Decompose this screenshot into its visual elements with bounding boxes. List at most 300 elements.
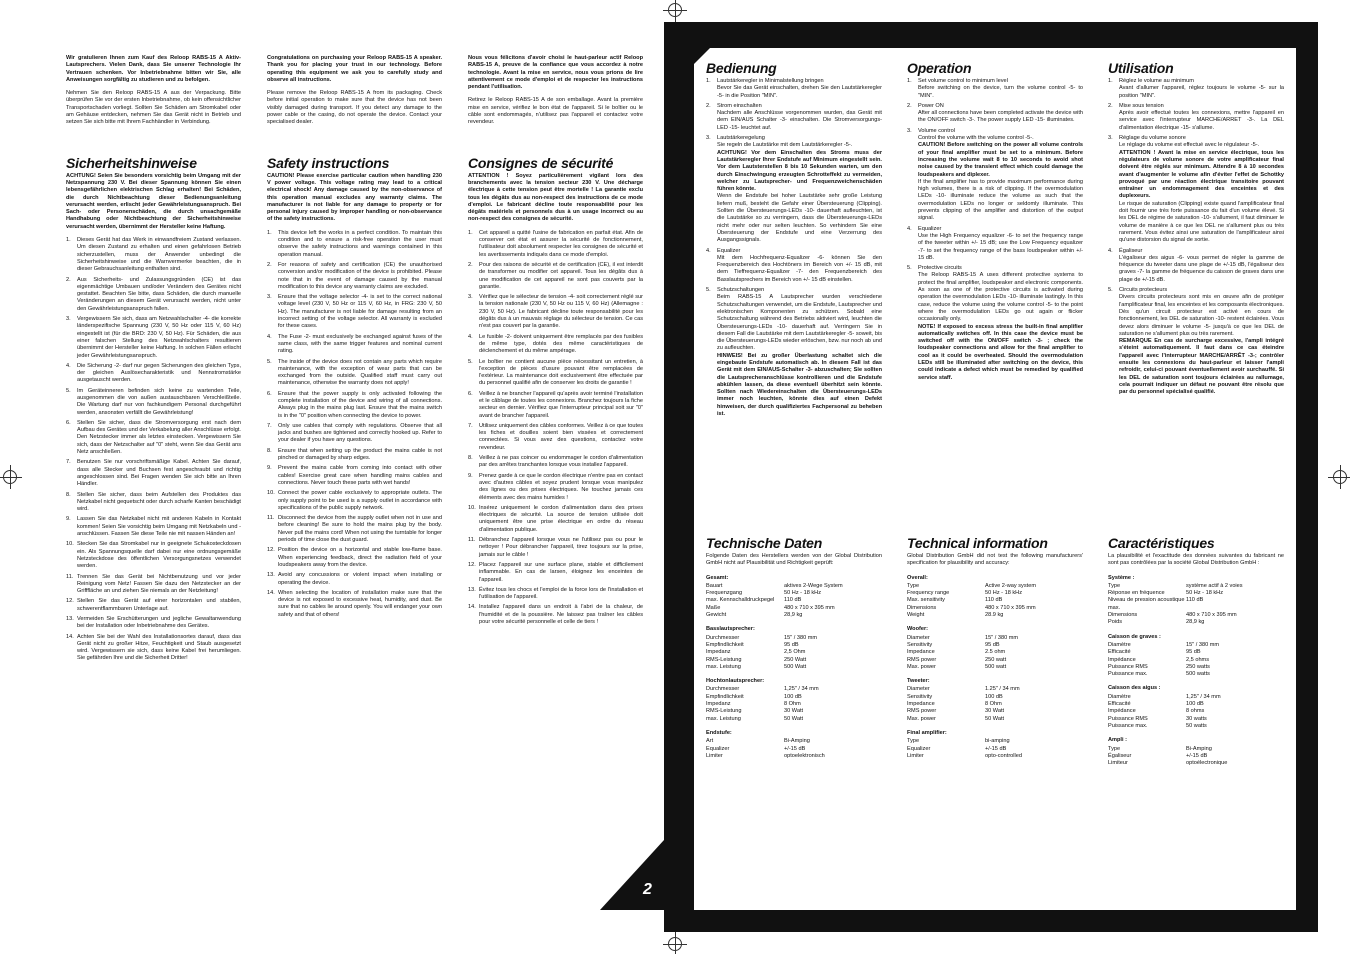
spec-label: Dimensions bbox=[1108, 612, 1138, 619]
safety-list bbox=[267, 230, 442, 619]
list-item bbox=[66, 316, 241, 360]
tech-lead: Global Distribution GmbH did not test the following manufacturers' specification for plausibility and accuracy: bbox=[907, 553, 1083, 567]
safety-warning: CAUTION! Please exercise particular caution when handling 230 V power voltage. This voltage rating may lead to a critical electrical shock! Any damage caused by the non-observance of this operation manual excludes any warranty claims. The manufacturer is not liable for any damage to property or for personal injury caused by improper handling or non-observance of the safety instructions. bbox=[267, 172, 442, 223]
item-text-more: Wenn die Endstufe bei hoher Lautstärke sehr große Leistung liefern muß, besteht die Gefahr einer Übersteuerung (Clipping). Sollten die Übersteuerungs-LEDs -10- dauerhaft aufleuchten, ist die Lautstärke so zu verringern, dass die Übersteuerungs-LEDs nicht mehr oder nur selten leuchten. So verhindern Sie eine Übersteuerung der Endstufe und eine Verzerrung des Ausgangssignals. bbox=[717, 193, 882, 244]
list-item bbox=[907, 103, 1083, 125]
item-heading: Réglez le volume au minimum bbox=[1119, 78, 1194, 84]
list-item bbox=[468, 455, 643, 470]
spec-label: RMS-Leistung bbox=[706, 656, 742, 663]
item-text: Cet appareil a quitté l'usine de fabrication en parfait état. Afin de conserver cet état et assurer la sécurité de fonctionnement, l'utilisateur doit absolument respecter les consignes de sécurité et les avertissements indiqués dans ce mode d'emploi. bbox=[479, 229, 643, 258]
spec-label: Impédance bbox=[1108, 708, 1136, 715]
spec-row bbox=[706, 649, 882, 656]
item-heading: Equalizer bbox=[918, 225, 942, 232]
list-item bbox=[468, 359, 643, 388]
item-text: Stellen Sie sicher, dass beim Aufstellen des Produktes das Netzkabel nicht gequetscht oder durch scharfe Kanten beschädigt wird. bbox=[77, 491, 241, 513]
item-text: The inside of the device does not contain any parts which require maintenance, with the exception of wear parts that can be exchanged from the outside. Qualified staff must carry out maintenance, otherwise the warranty does not apply! bbox=[278, 358, 442, 387]
item-text: Die Sicherung -2- darf nur gegen Sicherungen des gleichen Typs, der gleichen Auslösecharakteristik und Nennstromstärke ausgetauscht werden. bbox=[77, 362, 241, 384]
section-title: Sicherheitshinweise bbox=[66, 154, 197, 171]
list-item bbox=[907, 78, 1083, 100]
item-number: 2. bbox=[468, 261, 473, 268]
spec-label: Impedance bbox=[907, 701, 935, 708]
spec-row bbox=[1108, 664, 1284, 671]
intro-text: Nehmen Sie den Reloop RABS-15 A aus der Verpackung. Bitte überprüfen Sie vor der ersten Inbetriebnahme, ob kein offensichtlicher Transportschaden vorliegt. Sollten Sie Schäden am Stromkabel oder am Gehäuse entdecken, nehmen Sie das Gerät nicht in Betrieb und setzen Sie sich bitte mit Ihrem Fachhändler in Verbindung. bbox=[66, 90, 241, 126]
spec-label: Puissance max. bbox=[1108, 671, 1148, 678]
list-item bbox=[66, 237, 241, 273]
spec-label: Max. power bbox=[907, 663, 936, 670]
list-item bbox=[66, 363, 241, 385]
list-item bbox=[267, 294, 442, 330]
spec-label: Type bbox=[1108, 745, 1121, 752]
spec-row bbox=[907, 686, 1083, 693]
spec-value: Active 2-way system bbox=[985, 582, 1036, 589]
list-item bbox=[267, 423, 442, 445]
spec-group bbox=[706, 575, 882, 620]
spec-group-title: Caisson de graves : bbox=[1108, 633, 1161, 640]
item-number: 14. bbox=[468, 604, 476, 611]
spec-value: 100 dB bbox=[1186, 701, 1204, 708]
spec-group-title: Caisson des aigus : bbox=[1108, 685, 1161, 692]
item-heading: Protective circuits bbox=[918, 265, 962, 272]
spec-value: 110 dB bbox=[1186, 597, 1204, 604]
list-item bbox=[706, 103, 882, 132]
spec-label: Réponse en fréquence bbox=[1108, 590, 1165, 597]
item-number: 10. bbox=[468, 504, 476, 511]
spec-value: 50 Hz - 18 kHz bbox=[784, 590, 821, 597]
item-text: Connect the power cable exclusively to appropriate outlets. The only supply point to be used is a supply outlet in accordance with specifications of the public supply network. bbox=[278, 490, 442, 511]
spec-value: 500 Watt bbox=[784, 663, 807, 670]
spec-label: RMS power bbox=[907, 708, 937, 715]
spec-row bbox=[907, 716, 1083, 723]
spec-value: 1,25" / 34 mm bbox=[784, 686, 819, 693]
spec-group-title: Final amplifier: bbox=[907, 729, 947, 736]
item-number: 1. bbox=[907, 78, 912, 84]
list-item bbox=[468, 334, 643, 356]
item-text: Stecken Sie das Stromkabel nur in geeignete Schukosteckdosen ein. Als Spannungsquelle darf dabei nur eine ordnungsgemäße Netzsteckdose des öffentlichen Versorgungsnetzes verwendet werden. bbox=[77, 541, 241, 570]
spec-value: 480 x 710 x 395 mm bbox=[1186, 612, 1237, 619]
spec-row bbox=[1108, 583, 1284, 590]
item-number: 1. bbox=[468, 229, 473, 236]
item-number: 5. bbox=[706, 287, 711, 294]
item-number: 13. bbox=[66, 616, 74, 622]
list-item bbox=[267, 465, 442, 487]
item-number: 3. bbox=[468, 294, 473, 301]
spec-row bbox=[706, 686, 882, 693]
item-heading: Strom einschalten bbox=[717, 102, 762, 109]
spec-group-title: Tweeter: bbox=[907, 678, 930, 685]
spec-label: Limiter bbox=[907, 752, 924, 759]
item-warning: REMARQUE En cas de surcharge excessive, l'ampli intégré s'éteint automatiquement. Il faut dans ce cas éteindre l'appareil avec l'interrupteur MARCHE/ARRÊT -3-; contrôler ensuite les connexions du haut-parleur et laisser l'ampli refroidir, celui-ci pouvant éventuellement avoir surchauffé. Si les DEL de saturation sont toujours éclairées au rallumage, cela pourrait indiquer un défaut ne pouvant être résolu que par du personnel spécialisé qualifié. bbox=[1119, 338, 1284, 396]
spec-row bbox=[706, 753, 882, 760]
item-number: 4. bbox=[267, 333, 272, 340]
operation-list bbox=[706, 78, 882, 418]
list-item bbox=[1108, 103, 1284, 132]
spec-value: +/-15 dB bbox=[1186, 752, 1208, 759]
spec-value: 15" / 380 mm bbox=[1186, 641, 1220, 648]
spec-row bbox=[1108, 746, 1284, 753]
spec-row bbox=[1108, 597, 1284, 612]
spec-label: Weight bbox=[907, 612, 925, 619]
item-text: L'égaliseur des aigus -6- vous permet de régler la gamme de fréquence du tweeter dans une plage de +/-15 dB, l'égaliseur des graves -7- la gamme de fréquence du caisson de graves dans une plage de +/-15 dB. bbox=[1119, 254, 1284, 283]
registration-mark-top bbox=[668, 3, 682, 17]
item-text: Stellen Sie sicher, dass die Stromversorgung erst nach dem Aufbau des Gerätes und der Verkabelung aller Anschlüsse erfolgt. Den Netzstecker immer als letztes einstecken. Vergewissern Sie sich, dass der Netzschalter auf "0" steht, wenn Sie das Gerät ans Netz anschließen. bbox=[77, 419, 241, 456]
spec-value: 50 Watt bbox=[985, 715, 1005, 722]
item-heading: Égaliseur bbox=[1119, 247, 1143, 254]
item-number: 4. bbox=[706, 247, 711, 254]
column-fr-safety bbox=[468, 55, 643, 835]
spec-label: Dimensions bbox=[907, 604, 937, 611]
left-page-corner-triangle bbox=[600, 840, 664, 910]
spec-row bbox=[1108, 590, 1284, 597]
spec-label: Niveau de pression acoustique max. bbox=[1108, 597, 1185, 611]
item-text: After all connections have been completed activate the device with the ON/OFF switch -3-. The power supply LED -15- illuminates. bbox=[918, 110, 1083, 124]
spec-value: 30 watts bbox=[1186, 715, 1207, 722]
item-text: Im Geräteinneren befinden sich keine zu wartenden Teile, ausgenommen die von außen austauschbaren Verschleißteile. Die Wartung darf nur von fachkundigem Personal durchgeführt werden, ansonsten verfällt die Gewährleistung! bbox=[77, 387, 241, 416]
spec-value: 250 watts bbox=[1186, 663, 1210, 670]
item-number: 5. bbox=[1108, 287, 1113, 294]
spec-row bbox=[907, 664, 1083, 671]
spec-group-title: Endstufe: bbox=[706, 729, 732, 736]
spec-value: 30 Watt bbox=[985, 708, 1005, 715]
item-number: 4. bbox=[468, 333, 473, 340]
item-text: Position the device on a horizontal and stable low-flame base. When experiencing feedback, direct the radiation field of your loudspeakers away from the device. bbox=[278, 547, 442, 568]
list-item bbox=[468, 262, 643, 291]
item-text: Veillez à ne pas coincer ou endommager le cordon d'alimentation par des arrêtes tranchantes lorsque vous installez l'appareil. bbox=[479, 455, 643, 469]
item-text: Control the volume with the volume control -5-. bbox=[918, 135, 1034, 142]
spec-label: max. Kennschalldruckpegel bbox=[706, 597, 775, 604]
spec-group-title: Basslautsprecher: bbox=[706, 626, 755, 633]
spec-row bbox=[907, 583, 1083, 590]
page-number-left: 2 bbox=[643, 881, 652, 898]
item-text: For reasons of safety and certification (CE) the unauthorised conversion and/or modification of the device is prohibited. Please note that in the event of damage caused by the manual modification to this device any warranty claims are excluded. bbox=[278, 261, 442, 290]
item-text: Aus Sicherheits- und Zulassungsgründen (CE) ist das eigenmächtige Umbauen und/oder Verändern des Gerätes nicht gestattet. Beachten Sie bitte, dass Schäden, die durch manuelle Veränderungen an diesem Gerät verursacht werden, nicht unter den Gewährleistungsanspruch fallen. bbox=[77, 276, 241, 312]
spec-row bbox=[1108, 753, 1284, 760]
spec-group bbox=[1108, 737, 1284, 767]
list-item bbox=[907, 265, 1083, 382]
list-item bbox=[1108, 248, 1284, 284]
item-text: Placez l'appareil sur une surface plane, stable et difficilement inflammable. En cas de larsen, éloignez les enceintes de l'appareil. bbox=[479, 561, 643, 583]
tech-lead: Folgende Daten des Herstellers werden von der Global Distribution GmbH nicht auf Plausibilität und Richtigkeit geprüft: bbox=[706, 553, 882, 567]
spec-group-title: Ampli : bbox=[1108, 737, 1127, 744]
list-item bbox=[66, 634, 241, 663]
spec-label: Diameter bbox=[907, 686, 930, 693]
item-number: 9. bbox=[66, 516, 71, 523]
spec-row bbox=[1108, 723, 1284, 730]
item-number: 12. bbox=[267, 547, 275, 554]
spec-label: Puissance max. bbox=[1108, 722, 1148, 729]
spec-label: Durchmesser bbox=[706, 686, 740, 693]
spec-value: 50 Watt bbox=[784, 715, 804, 722]
list-item bbox=[468, 604, 643, 626]
column-en-safety bbox=[267, 55, 442, 835]
item-text: When selecting the location of installation make sure that the device is not exposed to excessive heat, humidity, and dust. Be sure that no cables lie around openly. You will endanger your own safety and that of others! bbox=[278, 589, 442, 618]
spec-row bbox=[907, 635, 1083, 642]
spec-value: 500 watts bbox=[1186, 671, 1210, 678]
spec-label: RMS power bbox=[907, 656, 937, 663]
section-title: Consignes de sécurité bbox=[468, 154, 614, 171]
list-item bbox=[66, 277, 241, 313]
item-heading: Lautstärkeregler in Minimalstellung bringen bbox=[717, 78, 824, 84]
item-text: Vermeiden Sie Erschütterungen und jegliche Gewaltanwendung bei der Installation oder Inbetriebnahme des Gerätes. bbox=[77, 616, 241, 630]
item-text: Nachdem alle Anschlüsse vorgenommen wurden, das Gerät mit dem EIN/AUS Schalter -3- einschalten. Die Stromversorgungs-LED -15- leuchtet auf. bbox=[717, 110, 882, 131]
spec-label: Sensitivity bbox=[907, 693, 933, 700]
spec-row bbox=[706, 597, 882, 604]
item-heading: Equalizer bbox=[717, 247, 741, 254]
item-number: 2. bbox=[66, 276, 71, 283]
spec-group bbox=[1108, 575, 1284, 627]
spec-value: 15" / 380 mm bbox=[985, 634, 1019, 641]
item-text-more: Le risque de saturation (Clipping) existe quand l'amplificateur final doit fournir une très forte puissance du fait d'un volume élevé. Si les DEL de régime de saturation -10- s'allument, il faut diminuer le volume de manière à ce que les DEL ne s'allument plus ou très rarement. Vous évitez ainsi une saturation de l'amplificateur ainsi qu'une distorsion du signal de sortie. bbox=[1119, 200, 1284, 244]
spec-row bbox=[1108, 612, 1284, 619]
spec-value: 480 x 710 x 395 mm bbox=[784, 604, 835, 611]
item-heading: Power ON bbox=[918, 102, 944, 109]
item-number: 6. bbox=[66, 419, 71, 426]
item-heading: Mise sous tension bbox=[1119, 102, 1164, 109]
item-text: Le fusible -2- doivent uniquement être remplacés par des fusibles de même type, dotés des même caractéristiques de déclenchement et du même ampérage. bbox=[479, 333, 643, 355]
list-item bbox=[66, 492, 241, 514]
spec-row bbox=[706, 612, 882, 619]
item-text: Avoid any concussions or violent impact when installing or operating the device. bbox=[278, 572, 442, 586]
spec-label: Type bbox=[907, 582, 920, 589]
item-text: Le réglage du volume est effectué avec le régulateur -5-. bbox=[1119, 142, 1260, 149]
spec-label: Type bbox=[1108, 582, 1121, 589]
list-item bbox=[1108, 287, 1284, 396]
spec-label: Diamètre bbox=[1108, 693, 1131, 700]
spec-row bbox=[1108, 649, 1284, 656]
spec-value: bi-amping bbox=[985, 738, 1010, 745]
spec-label: Empfindlichkeit bbox=[706, 693, 744, 700]
item-text: Pour des raisons de sécurité et de certification (CE), il est interdit de transformer ou modifier cet appareil. Tous les dégâts dus à une modification de cet appareil ne sont pas couverts par la garantie. bbox=[479, 261, 643, 290]
spec-label: Efficacité bbox=[1108, 649, 1131, 656]
spec-value: 250 Watt bbox=[784, 656, 807, 663]
spec-value: 2.5 ohm bbox=[985, 649, 1006, 656]
list-item bbox=[468, 230, 643, 259]
spec-value: 95 dB bbox=[1186, 649, 1201, 656]
item-number: 12. bbox=[66, 598, 74, 605]
column-de-tech bbox=[706, 535, 882, 835]
intro-bold: Wir gratulieren Ihnen zum Kauf des Reloop RABS-15 A Aktiv-Lautsprechers. Vielen Dank, dass Sie unserer Technologie Ihr Vertrauen schenken. Vor Inbetriebnahme bitten wir Sie, alle Anweisungen sorgfältig zu studieren und zu befolgen. bbox=[66, 55, 241, 83]
spec-label: Impedanz bbox=[706, 701, 731, 708]
spec-label: Impédance bbox=[1108, 656, 1136, 663]
list-item bbox=[267, 334, 442, 356]
spec-row bbox=[706, 605, 882, 612]
item-text: Bevor Sie das Gerät einschalten, drehen Sie den Lautstärkeregler -5- in die Position "MIN". bbox=[717, 85, 882, 99]
item-number: 3. bbox=[706, 135, 711, 142]
spec-label: Diameter bbox=[907, 634, 930, 641]
item-number: 14. bbox=[267, 589, 275, 596]
item-number: 12. bbox=[468, 561, 476, 568]
spec-value: 15" / 380 mm bbox=[784, 634, 818, 641]
spec-value: 2,5 ohms bbox=[1186, 656, 1210, 663]
list-item bbox=[66, 541, 241, 570]
item-number: 3. bbox=[907, 127, 912, 134]
section-title: Technische Daten bbox=[706, 535, 823, 551]
list-item bbox=[267, 515, 442, 544]
spec-group-title: Woofer: bbox=[907, 626, 929, 633]
spec-row bbox=[706, 642, 882, 649]
item-text: Utilisez uniquement des câbles conformes. Veillez à ce que toutes les fiches et douilles soient bien vissées et correctement connectées. Si vous avez des questions, contactez votre revendeur. bbox=[479, 422, 643, 451]
item-heading: Circuits protecteurs bbox=[1119, 287, 1168, 294]
spec-label: Égaliseur bbox=[1108, 752, 1132, 759]
spec-label: Empfindlichkeit bbox=[706, 641, 744, 648]
spec-row bbox=[907, 694, 1083, 701]
item-text: Évitez tous les chocs et l'emploi de la force lors de l'installation et l'utilisation de l'appareil. bbox=[479, 586, 643, 601]
section-title: Technical information bbox=[907, 535, 1048, 551]
item-number: 4. bbox=[907, 225, 912, 232]
item-number: 1. bbox=[706, 78, 711, 84]
item-text: Beim RABS-15 A Lautsprecher wurden verschiedene Schutzschaltungen verwendet, um die Endstufe, Lautsprecher und elektronischen Komponenten zu schützen. Sobald eine Schutzschaltung während des Betriebs aktiviert wird, leuchten die Übersteuerungs-LEDs -10- dauerhaft auf. Verringern Sie in diesem Fall die Lautstärke mit dem Lautstärkeregler -5- soweit, bis die Übersteuerungs-LEDs wieder erlöschen, bzw. nur noch ab und zu aufleuchten. bbox=[717, 294, 882, 352]
spec-label: Equalizer bbox=[706, 745, 730, 752]
registration-mark-left bbox=[3, 470, 17, 484]
spec-table bbox=[706, 575, 882, 761]
spec-row bbox=[706, 635, 882, 642]
item-number: 2. bbox=[907, 102, 912, 109]
spec-label: Maße bbox=[706, 604, 721, 611]
spec-value: Bi-Amping bbox=[1186, 745, 1212, 752]
spec-row bbox=[706, 701, 882, 708]
item-number: 1. bbox=[66, 237, 71, 244]
spec-value: 28,9 kg bbox=[1186, 619, 1205, 626]
item-heading: Set volume control to minimum level bbox=[918, 78, 1008, 84]
spec-group bbox=[907, 678, 1083, 723]
safety-warning: ACHTUNG! Seien Sie besonders vorsichtig beim Umgang mit der Netzspannung 230 V. Bei dieser Spannung können Sie einen lebensgefährlichen elektrischen Schlag erhalten! Bei Schäden, die durch Nichtbeachtung dieser Bedienungsanleitung verursacht werden, erlischt jeder Gewährleistungsanspruch. Bei Sach- oder Personenschäden, die durch unsachgemäße Handhabung oder Nichtbeachtung der Sicherheitshinweise verursacht werden, übernimmt der Hersteller keine Haftung. bbox=[66, 172, 241, 230]
item-text: Débranchez l'appareil lorsque vous ne l'utilisez pas ou pour le nettoyer ! Pour débrancher l'appareil, tirez toujours sur la prise, jamais sur le câble ! bbox=[479, 537, 643, 558]
item-number: 3. bbox=[1108, 135, 1113, 142]
item-number: 7. bbox=[267, 422, 272, 429]
spec-row bbox=[706, 708, 882, 715]
item-text: Prevent the mains cable from coming into contact with other cables! Exercise great care when handling mains cables and connections. Never touch these parts with wet hands! bbox=[278, 465, 442, 486]
item-number: 3. bbox=[66, 316, 71, 323]
item-text: Divers circuits protecteurs sont mis en œuvre afin de protéger l'amplificateur final, les enceintes et les composants électroniques. Dès qu'un circuit protecteur est activé en cours de fonctionnement, les DEL de saturation -10- restent éclairées. Vous devez alors diminuer le volume -5- jusqu'à ce que les DEL de saturation ne s'allument plus ou très rarement. bbox=[1119, 294, 1284, 337]
list-item bbox=[706, 78, 882, 100]
list-item bbox=[267, 572, 442, 587]
spec-label: max. Leistung bbox=[706, 715, 741, 722]
spec-label: Sensitivity bbox=[907, 641, 933, 648]
spec-row bbox=[706, 694, 882, 701]
spec-group bbox=[907, 626, 1083, 671]
spec-row bbox=[706, 583, 882, 590]
list-item bbox=[907, 226, 1083, 262]
spec-value: +/-15 dB bbox=[784, 745, 806, 752]
item-text: This device left the works in a perfect condition. To maintain this condition and to ensure a risk-free operation the user must observe the safety instructions and warnings contained in this operation manual. bbox=[278, 229, 442, 258]
item-text: Trennen Sie das Gerät bei Nichtbenutzung und vor jeder Reinigung vom Netz! Fassen Sie dazu den Netzstecker an der Grifffläche an und ziehen Sie niemals an der Netzleitung! bbox=[77, 573, 241, 595]
spec-row bbox=[907, 746, 1083, 753]
spec-label: Efficacité bbox=[1108, 701, 1131, 708]
item-text: Stellen Sie das Gerät auf einer horizontalen und stabilen, schwerentflammbaren Unterlage auf. bbox=[77, 598, 241, 612]
intro-bold: Congratulations on purchasing your Reloop RABS-15 A speaker. Thank you for placing your trust in our technology. Before operating this equipment we ask you to carefully study and observe all instructions. bbox=[267, 55, 442, 83]
operation-list bbox=[1108, 78, 1284, 396]
spec-value: +/-15 dB bbox=[985, 745, 1007, 752]
item-number: 4. bbox=[1108, 247, 1113, 254]
spec-row bbox=[907, 738, 1083, 745]
spec-value: 110 dB bbox=[784, 597, 802, 604]
spec-value: 100 dB bbox=[985, 693, 1003, 700]
item-number: 14. bbox=[66, 633, 74, 640]
item-number: 5. bbox=[907, 265, 912, 272]
section-title: Caractéristiques bbox=[1108, 535, 1215, 551]
spec-group-title: Hochtonlautsprecher: bbox=[706, 678, 765, 685]
item-text: Before switching on the device, turn the volume control -5- to "MIN". bbox=[918, 85, 1083, 99]
item-number: 4. bbox=[66, 362, 71, 369]
spec-value: aktives 2-Wege System bbox=[784, 582, 843, 589]
spec-row bbox=[907, 657, 1083, 664]
list-item bbox=[706, 287, 882, 418]
list-item bbox=[66, 574, 241, 596]
list-item bbox=[468, 391, 643, 420]
item-text: Lassen Sie das Netzkabel nicht mit anderen Kabeln in Kontakt kommen! Seien Sie vorsichtig beim Umgang mit Netzkabeln und -anschlüssen. Fassen Sie diese Teile nie mit nassen Händen an! bbox=[77, 516, 241, 538]
operation-list bbox=[907, 78, 1083, 382]
item-number: 8. bbox=[66, 491, 71, 498]
spec-row bbox=[706, 590, 882, 597]
spec-value: Bi-Amping bbox=[784, 738, 810, 745]
spec-value: 8 Ohm bbox=[985, 701, 1002, 708]
spec-row bbox=[1108, 694, 1284, 701]
item-number: 5. bbox=[468, 358, 473, 365]
intro-text: Please remove the Reloop RABS-15 A from its packaging. Check before initial operation to make sure that the device has not been visibly damaged during transport. If you detect any damage to the power cable or the casing, do not operate the device. Contact your specialised dealer. bbox=[267, 90, 442, 126]
spec-value: 1.25" / 34 mm bbox=[985, 686, 1020, 693]
spec-group-title: Gesamt: bbox=[706, 574, 729, 581]
spec-row bbox=[706, 664, 882, 671]
spec-row bbox=[706, 657, 882, 664]
item-number: 7. bbox=[66, 459, 71, 466]
item-text: Ensure that the voltage selector -4- is set to the correct national voltage level (230 V, 50 Hz or 115 V, 60 Hz, in FRG: 230 V, 50 Hz). The manufacturer is not liable for damage resulting from an incorrect setting of the voltage selector. All warranty is excluded for these cases. bbox=[278, 294, 442, 330]
spec-label: Diamètre bbox=[1108, 641, 1131, 648]
list-item bbox=[267, 230, 442, 259]
tech-lead: La plausibilité et l'exactitude des données suivantes du fabricant ne sont pas contrôlées par la société Global Distribution GmbH : bbox=[1108, 553, 1284, 567]
item-number: 1. bbox=[1108, 78, 1113, 84]
item-number: 11. bbox=[267, 515, 275, 522]
spec-row bbox=[1108, 619, 1284, 626]
item-number: 8. bbox=[468, 455, 473, 462]
list-item bbox=[468, 294, 643, 330]
spec-group bbox=[907, 730, 1083, 760]
item-text: Le boîtier ne contient aucune pièce nécessitant un entretien, à l'exception de pièces d'usure pouvant être remplacées de l'extérieur. La maintenance doit exclusivement être effectuée par du personnel qualifié afin de conserver les droits de garantie ! bbox=[479, 358, 643, 387]
spec-value: optoélectronique bbox=[1186, 760, 1228, 767]
spec-row bbox=[907, 753, 1083, 760]
spec-label: Max. sensitivity bbox=[907, 597, 945, 604]
spec-label: Puissance RMS bbox=[1108, 715, 1148, 722]
spec-label: Frequency range bbox=[907, 590, 950, 597]
item-number: 5. bbox=[66, 387, 71, 394]
list-item bbox=[267, 547, 442, 569]
spec-value: opto-controlled bbox=[985, 752, 1023, 759]
list-item bbox=[267, 590, 442, 619]
spec-row bbox=[907, 590, 1083, 597]
spec-value: 100 dB bbox=[784, 693, 802, 700]
item-number: 7. bbox=[468, 422, 473, 429]
spec-row bbox=[1108, 701, 1284, 708]
item-text: Installez l'appareil dans un endroit à l'abri de la chaleur, de l'humidité et de la poussière. Ne laissez pas traîner les câbles pour votre sécurité personnelle et celle de tiers ! bbox=[479, 604, 643, 625]
section-title: Utilisation bbox=[1108, 60, 1174, 76]
item-warning: NOTE! If exposed to excess stress the built-in final amplifier automatically switches off. In this case the device must be switched off with the ON/OFF switch -3- ; check the loudspeaker connections and allow for the final amplifier to cool as it could be overheated. Should the overmodulation LEDs still be illuminated after switching on the device, this could indicate a defect which must be remedied by qualified service staff. bbox=[918, 323, 1083, 381]
spec-row bbox=[907, 701, 1083, 708]
item-text: Disconnect the device from the supply outlet when not in use and before cleaning! Be sure to hold the mains plug by the body. Never pull the mains cord! When not using the turntable for longer periods of time close the dust guard. bbox=[278, 515, 442, 544]
spec-row bbox=[1108, 642, 1284, 649]
intro-bold: Nous vous félicitons d'avoir choisi le haut-parleur actif Reloop RABS-15 A, preuve de la confiance que vous accordez à notre technologie. Avant la mise en service, nous vous prions de lire attentivement ce mode d'emploi et de respecter les instructions pendant l'utilisation. bbox=[468, 55, 643, 91]
list-item bbox=[66, 516, 241, 538]
spec-value: 28,9 kg bbox=[784, 612, 803, 619]
item-text: Vérifiez que le sélecteur de tension -4- soit correctement réglé sur la tension nationale (230 V, 50 Hz ou 115 V, 60 Hz) (Allemagne : 230 V, 50 Hz). Le fabricant décline toute responsabilité pour les dégâts dus à un mauvais réglage du sélecteur de tension. Ce cas n'est pas couvert par la garantie. bbox=[479, 294, 643, 330]
spec-row bbox=[1108, 708, 1284, 715]
spec-label: RMS-Leistung bbox=[706, 708, 742, 715]
spec-row bbox=[907, 597, 1083, 604]
spec-row bbox=[907, 605, 1083, 612]
safety-warning: ATTENTION ! Soyez particulièrement vigilant lors des branchements avec la tension secteur 230 V. Une décharge électrique à cette tension peut être mortelle ! La garantie exclu tous les dégâts dus au non-respect des instructions de ce mode d'emploi. Le fabricant décline toute responsabilité pour les dégâts matériels et personnels dus à un usage incorrect ou au non-respect des consignes de sécurité. bbox=[468, 172, 643, 223]
item-text: Only use cables that comply with regulations. Observe that all jacks and bushes are tightened and correctly hooked up. Refer to your dealer if you have any questions. bbox=[278, 422, 442, 444]
spec-value: 500 watt bbox=[985, 663, 1007, 670]
spec-label: Frequenzgang bbox=[706, 590, 743, 597]
intro-text: Retirez le Reloop RABS-15 A de son emballage. Avant la première mise en service, vérifiez le bon état de l'appareil. Si le boîtier ou le câble sont endommagés, n'utilisez pas l'appareil et contactez votre revendeur. bbox=[468, 97, 643, 126]
item-number: 11. bbox=[66, 573, 74, 580]
